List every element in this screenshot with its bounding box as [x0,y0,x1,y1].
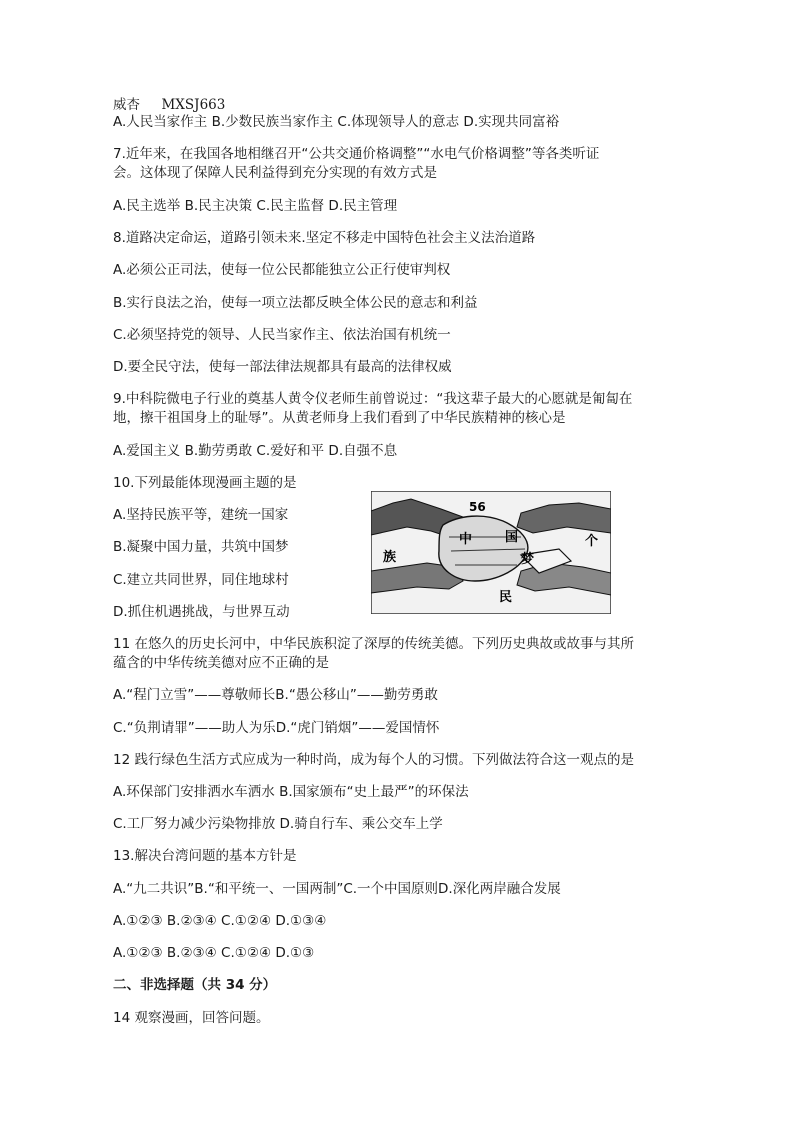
q8-option-a: A.必须公正司法，使每一位公民都能独立公正行使审判权 [113,262,451,278]
q12-options-ab: A.环保部门安排洒水车洒水 B.国家颁布“史上最严”的环保法 [113,784,469,800]
q11-stem-line1: 11 在悠久的历史长河中，中华民族积淀了深厚的传统美德。下列历史典故或故事与其所 [113,636,634,652]
q10-option-c: C.建立共同世界，同住地球村 [113,572,289,588]
section-heading: 二、非选择题（共 34 分） [113,977,277,993]
q7-stem-line2: 会。这体现了保障人民利益得到充分实现的有效方式是 [113,165,437,181]
q10-stem: 10.下列最能体现漫画主题的是 [113,475,297,491]
label-zhong: 中 [459,532,473,547]
q14-stem: 14 观察漫画，回答问题。 [113,1010,270,1026]
q11-options-cd: C.“负荆请罪”——助人为乐D.“虎门销烟”——爱国情怀 [113,720,440,736]
label-guo: 国 [505,530,519,545]
label-zu: 族 [383,550,397,565]
q12-stem: 12 践行绿色生活方式应成为一种时尚，成为每个人的习惯。下列做法符合这一观点的是 [113,752,634,768]
q7-options: A.民主选举 B.民主决策 C.民主监督 D.民主管理 [113,198,398,214]
header-fragment: 威杏 [113,97,140,113]
hands-cartoon [371,491,611,614]
q8-option-b: B.实行良法之治，使每一项立法都反映全体公民的意志和利益 [113,295,478,311]
q13-items: A.“九二共识”B.“和平统一、一国两制”C.一个中国原则D.深化两岸融合发展 [113,881,561,897]
q8-option-c: C.必须坚持党的领导、人民当家作主、依法治国有机统一 [113,327,451,343]
q11-options-ab: A.“程门立雪”——尊敬师长B.“愚公移山”——勤劳勇敢 [113,687,438,703]
q13-options-2: A.①②③ B.②③④ C.①②④ D.①③ [113,945,315,961]
q8-option-d: D.要全民守法，使每一部法律法规都具有最高的法律权威 [113,359,452,375]
q8-stem: 8.道路决定命运，道路引领未来.坚定不移走中国特色社会主义法治道路 [113,230,536,246]
label-min: 民 [499,590,513,605]
q12-options-cd: C.工厂努力减少污染物排放 D.骑自行车、乘公交车上学 [113,816,443,832]
header-code: MXSJ663 [161,97,226,113]
label-meng: 梦 [521,552,535,567]
label-ge: 个 [585,534,599,549]
q13-options-1: A.①②③ B.②③④ C.①②④ D.①③④ [113,913,327,929]
label-56: 56 [469,500,486,514]
q6-options: A.人民当家作主 B.少数民族当家作主 C.体现领导人的意志 D.实现共同富裕 [113,114,560,130]
q9-options: A.爱国主义 B.勤劳勇敢 C.爱好和平 D.自强不息 [113,443,398,459]
q9-stem-line1: 9.中科院微电子行业的奠基人黄令仪老师生前曾说过：“我这辈子最大的心愿就是匍匐在 [113,391,633,407]
q10-option-d: D.抓住机遇挑战，与世界互动 [113,604,290,620]
q11-stem-line2: 蕴含的中华传统美德对应不正确的是 [113,655,329,671]
q10-option-b: B.凝聚中国力量，共筑中国梦 [113,539,289,555]
q7-stem-line1: 7.近年来，在我国各地相继召开“公共交通价格调整”“水电气价格调整”等各类听证 [113,146,600,162]
q10-option-a: A.坚持民族平等，建统一国家 [113,507,289,523]
header-line [113,96,225,114]
q9-stem-line2: 地，擦干祖国身上的耻辱”。从黄老师身上我们看到了中华民族精神的核心是 [113,410,566,426]
q13-stem: 13.解决台湾问题的基本方针是 [113,848,297,864]
